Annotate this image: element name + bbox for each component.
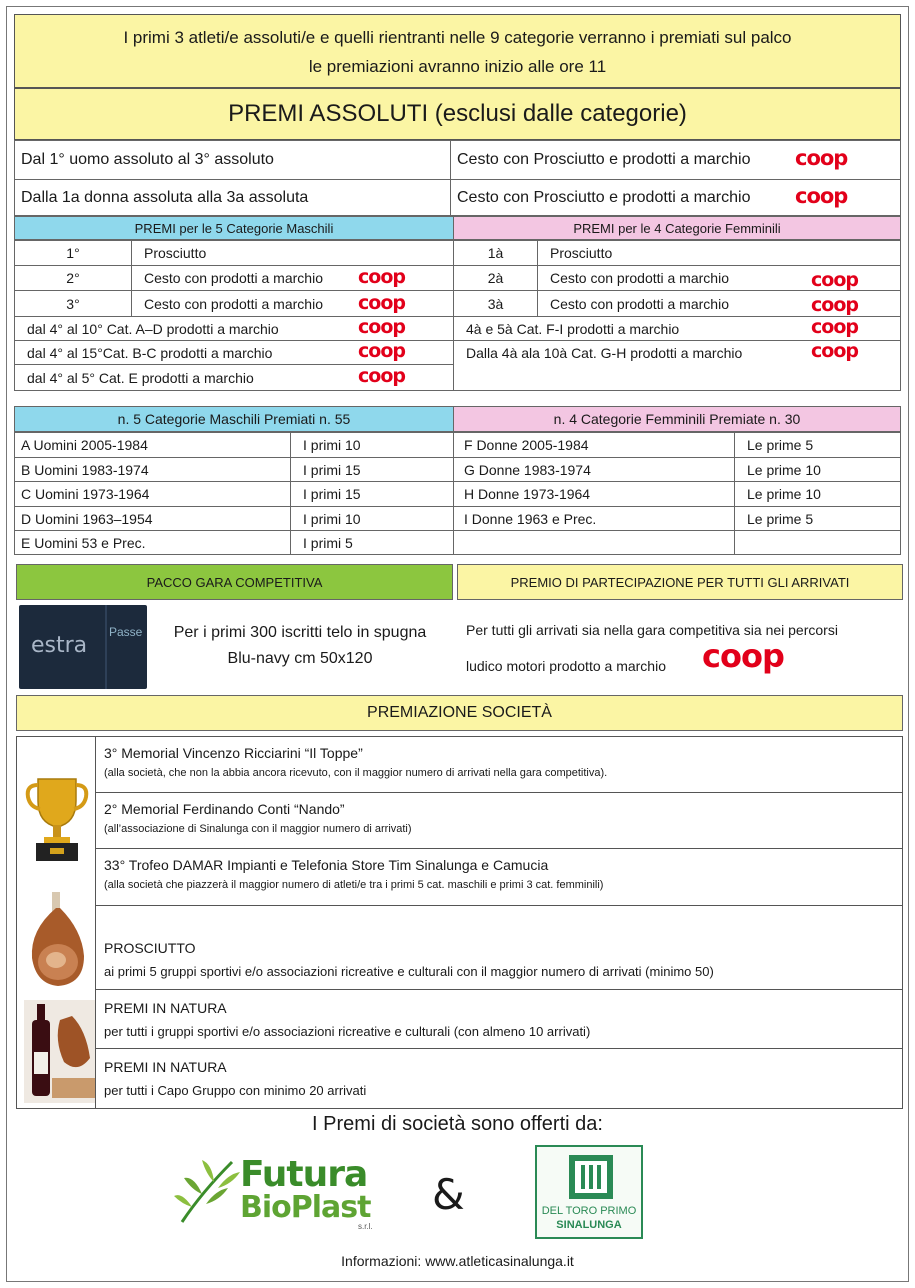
female-category-count: Le prime 10 (734, 481, 901, 507)
male-category-cell: B Uomini 1983-1974 (14, 457, 291, 482)
societa-title: PREMIAZIONE SOCIETÀ (16, 695, 903, 731)
male-extra-3: dal 4° al 5° Cat. E prodotti a marchio (14, 364, 454, 391)
del-toro-city: SINALUNGA (556, 1219, 622, 1231)
futura-srl: s.r.l. (358, 1222, 373, 1231)
female-pos-1: 1à (453, 240, 538, 266)
male-pos-2: 2° (14, 265, 132, 291)
societa-row-desc: (all’associazione di Sinalunga con il maggior numero di arrivati) (104, 823, 412, 835)
societa-row-title: 33° Trofeo DAMAR Impianti e Telefonia Store Tim Sinalunga e Camucia (104, 857, 549, 873)
female-pos-3: 3à (453, 290, 538, 317)
female-category-count (734, 530, 901, 555)
societa-row (95, 989, 903, 1049)
female-category-count: Le prime 10 (734, 457, 901, 482)
male-categories-title: n. 5 Categorie Maschili Premiati n. 55 (14, 406, 454, 432)
coop-logo: coop (358, 266, 405, 288)
female-category-cell: I Donne 1963 e Prec. (453, 506, 735, 531)
male-extra-2: dal 4° al 15°Cat. B-C prodotti a marchio (14, 340, 454, 365)
coop-logo: coop (811, 340, 858, 362)
towel-brand: estra (31, 633, 88, 658)
male-prize-1: Prosciutto (131, 240, 454, 266)
coop-logo: coop (811, 294, 858, 316)
towel-image (19, 605, 147, 689)
female-category-cell (453, 530, 735, 555)
societa-row-title: PREMI IN NATURA (104, 1059, 227, 1075)
societa-row (95, 905, 903, 990)
assoluti-row2-left: Dalla 1a donna assoluta alla 3a assoluta (14, 179, 451, 216)
male-category-cell: A Uomini 2005-1984 (14, 432, 291, 458)
societa-row (95, 792, 903, 849)
header-box (14, 14, 901, 88)
assoluti-row1-left: Dal 1° uomo assoluto al 3° assoluto (14, 140, 451, 180)
header-line2: le premiazioni avranno inizio alle ore 11 (308, 57, 607, 76)
male-category-cell: E Uomini 53 e Prec. (14, 530, 291, 555)
partecipazione-title: PREMIO DI PARTECIPAZIONE PER TUTTI GLI ARRIVATI (457, 564, 903, 600)
male-category-count: I primi 15 (290, 481, 454, 507)
male-prize-3: Cesto con prodotti a marchio (131, 290, 454, 317)
coop-logo: coop (795, 146, 848, 170)
societa-row-title: 2° Memorial Ferdinando Conti “Nando” (104, 801, 345, 817)
societa-row-desc: per tutti i Capo Gruppo con minimo 20 arrivati (104, 1083, 367, 1098)
sponsors-title: I Premi di società sono offerti da: (312, 1113, 603, 1135)
female-category-cell: F Donne 2005-1984 (453, 432, 735, 458)
assoluti-title: PREMI ASSOLUTI (esclusi dalle categorie) (228, 100, 687, 127)
coop-logo: coop (795, 184, 848, 208)
del-toro-logo (535, 1145, 643, 1239)
female-category-cell: H Donne 1973-1964 (453, 481, 735, 507)
female-category-count: Le prime 5 (734, 506, 901, 531)
male-category-count: I primi 5 (290, 530, 454, 555)
societa-row-desc: ai primi 5 gruppi sportivi e/o associazioni ricreative e culturali con il maggior numero di arrivati (minimo 50) (104, 964, 714, 979)
coop-logo: coop (811, 316, 858, 338)
male-category-cell: D Uomini 1963–1954 (14, 506, 291, 531)
male-category-count: I primi 10 (290, 506, 454, 531)
male-category-count: I primi 10 (290, 432, 454, 458)
footer-info: Informazioni: www.atleticasinalunga.it (341, 1253, 574, 1269)
coop-logo: coop (358, 365, 405, 387)
female-extra-2: Dalla 4à ala 10à Cat. G-H prodotti a marchio (453, 340, 901, 391)
assoluti-row2-right: Cesto con Prosciutto e prodotti a marchio (450, 179, 901, 216)
societa-row-desc: per tutti i gruppi sportivi e/o associazioni ricreative e culturali (con almeno 10 arrivati) (104, 1024, 591, 1039)
female-categories-title: n. 4 Categorie Femminili Premiate n. 30 (453, 406, 901, 432)
male-category-count: I primi 15 (290, 457, 454, 482)
assoluti-title-box (14, 88, 901, 140)
female-category-count: Le prime 5 (734, 432, 901, 458)
female-pos-2: 2à (453, 265, 538, 291)
towel-text: Passe (109, 625, 143, 639)
header-line1: I primi 3 atleti/e assoluti/e e quelli rientranti nelle 9 categorie verranno i premiati sul palco (123, 28, 792, 47)
societa-row (95, 1048, 903, 1109)
coop-logo: coop (358, 340, 405, 362)
del-toro-emblem-icon (569, 1155, 613, 1199)
ham-image (22, 890, 92, 990)
female-prize-3: Cesto con prodotti a marchio (537, 290, 901, 317)
futura-text: Futura (240, 1154, 368, 1195)
societa-row-desc: (alla società che piazzerà il maggior numero di atleti/e tra i primi 5 cat. maschili e primi 3 cat. femminili) (104, 879, 604, 891)
societa-row-desc: (alla società, che non la abbia ancora ricevuto, con il maggior numero di arrivati nella gara competitiva). (104, 767, 608, 779)
bioplast-text: BioPlast (240, 1190, 371, 1225)
male-extra-1: dal 4° al 10° Cat. A–D prodotti a marchio (14, 316, 454, 341)
female-extra-1: 4à e 5à Cat. F-I prodotti a marchio (453, 316, 901, 341)
male-prizes-title: PREMI per le 5 Categorie Maschili (14, 216, 454, 240)
coop-logo: coop (358, 292, 405, 314)
female-prize-2: Cesto con prodotti a marchio (537, 265, 901, 291)
pacco-text: Per i primi 300 iscritti telo in spugna Blu-navy cm 50x120 (173, 624, 427, 667)
trophy-icon (24, 775, 90, 865)
female-category-cell: G Donne 1983-1974 (453, 457, 735, 482)
leaf-icon (172, 1152, 242, 1232)
male-pos-3: 3° (14, 290, 132, 317)
futura-bioplast-logo (172, 1152, 382, 1234)
societa-row-title: 3° Memorial Vincenzo Ricciarini “Il Toppe” (104, 745, 363, 761)
male-prize-2: Cesto con prodotti a marchio (131, 265, 454, 291)
societa-row (95, 848, 903, 906)
partecipazione-text: Per tutti gli arrivati sia nella gara competitiva sia nei percorsi ludico motori prodotto a marchio (466, 622, 838, 674)
wine-and-ham-image (24, 1000, 96, 1103)
female-prizes-title: PREMI per le 4 Categorie Femminili (453, 216, 901, 240)
del-toro-name: DEL TORO PRIMO (541, 1205, 637, 1217)
societa-row-title: PROSCIUTTO (104, 940, 196, 956)
societa-row-title: PREMI IN NATURA (104, 1000, 227, 1016)
assoluti-row1-right: Cesto con Prosciutto e prodotti a marchio (450, 140, 901, 180)
male-category-cell: C Uomini 1973-1964 (14, 481, 291, 507)
ampersand: & (432, 1170, 465, 1219)
coop-logo: coop (702, 637, 784, 675)
coop-logo: coop (358, 316, 405, 338)
male-pos-1: 1° (14, 240, 132, 266)
female-prize-1: Prosciutto (537, 240, 901, 266)
pacco-title: PACCO GARA COMPETITIVA (16, 564, 453, 600)
societa-row (95, 736, 903, 793)
coop-logo: coop (811, 269, 858, 291)
